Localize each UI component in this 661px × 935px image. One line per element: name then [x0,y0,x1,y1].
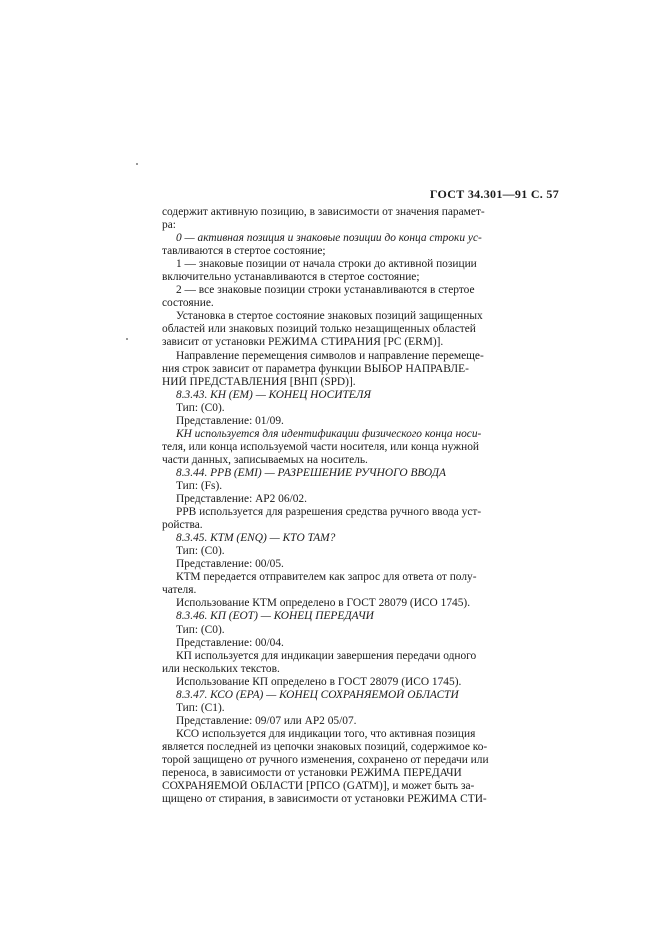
text-line: Использование КТМ определено в ГОСТ 28079 (ИСО 1745). [176,597,471,610]
text-line: Представление: 00/05. [176,558,284,571]
section-heading: 8.3.46. КП (EOT) — КОНЕЦ ПЕРЕДАЧИ [176,610,374,623]
text-line: щищено от стирания, в зависимости от установки РЕЖИМА СТИ- [162,793,487,806]
text-line: ройства. [162,519,203,532]
text-line: торой защищено от ручного изменения, сохранено от передачи или [162,753,489,766]
text-line: Направление перемещения символов и направление перемеще- [176,349,484,362]
text-line: переноса, в зависимости от установки РЕЖИМА ПЕРЕДАЧИ [162,767,462,780]
text-line: Тип: (С0). [176,623,225,636]
text-line: Тип: (С1). [176,701,225,714]
text-line: РРВ используется для разрешения средства ручного ввода уст- [176,506,482,519]
section-heading: 8.3.45. КТМ (ENQ) — КТО ТАМ? [176,532,336,545]
section-heading: 8.3.44. РРВ (EMI) — РАЗРЕШЕНИЕ РУЧНОГО ВВОДА [176,466,447,479]
page-header: ГОСТ 34.301—91 С. 57 [429,187,559,201]
text-line: состояние. [162,297,214,310]
text-line: содержит активную позицию, в зависимости от значения парамет- [162,206,485,218]
text-line: НИЙ ПРЕДСТАВЛЕНИЯ [ВНП (SPD)]. [162,375,356,388]
section-heading: 8.3.47. КСО (ЕРА) — КОНЕЦ СОХРАНЯЕМОЙ ОБЛАСТИ [176,688,459,701]
text-line: Использование КП определено в ГОСТ 28079 (ИСО 1745). [176,675,462,688]
text-line: зависит от установки РЕЖИМА СТИРАНИЯ [РС (ERM)]. [162,336,444,349]
text-line: КН используется для идентификации физического конца носи- [176,427,482,440]
text-line: ра: [162,219,176,232]
text-line: СОХРАНЯЕМОЙ ОБЛАСТИ [РПСО (GATM)], и может быть за- [162,780,475,793]
text-line: ния строк зависит от параметра функции ВЫБОР НАПРАВЛЕ- [162,362,469,375]
text-line: Тип: (С0). [176,401,225,414]
text-line: чателя. [162,584,197,597]
text-line: областей или знаковых позиций только незащищенных областей [162,323,476,336]
text-line: КТМ передается отправителем как запрос для ответа от полу- [176,571,477,584]
text-line: 2 — все знаковые позиции строки устанавливаются в стертое [176,284,475,297]
text-line: теля, или конца используемой части носителя, или конца нужной [162,440,480,453]
text-line: 1 — знаковые позиции от начала строки до активной позиции [176,258,477,271]
text-line: Установка в стертое состояние знаковых позиций защищенных [176,310,483,323]
text-line: 0 — активная позиция и знаковые позиции до конца строки ус- [176,232,482,245]
text-line: Тип: (С0). [176,545,225,558]
scan-speck [126,338,128,340]
section-heading: 8.3.43. КН (ЕМ) — КОНЕЦ НОСИТЕЛЯ [176,388,371,401]
text-line: Представление: 00/04. [176,636,284,649]
body-text [162,206,557,806]
text-line: включительно устанавливаются в стертое состояние; [162,271,420,284]
text-line: Тип: (Fs). [176,479,223,492]
text-line: является последней из цепочки знаковых позиций, содержимое ко- [162,740,488,753]
text-line: тавливаются в стертое состояние; [162,245,326,258]
scan-speck [136,163,138,165]
text-line: или нескольких текстов. [162,662,280,675]
text-line: КП используется для индикации завершения передачи одного [176,649,477,662]
text-line: КСО используется для индикации того, что активная позиция [176,727,476,740]
text-line: Представление: 01/09. [176,414,284,427]
text-line: Представление: АР2 06/02. [176,493,307,506]
text-line: части данных, записываемых на носитель. [162,453,368,466]
text-line: Представление: 09/07 или АР2 05/07. [176,714,357,727]
